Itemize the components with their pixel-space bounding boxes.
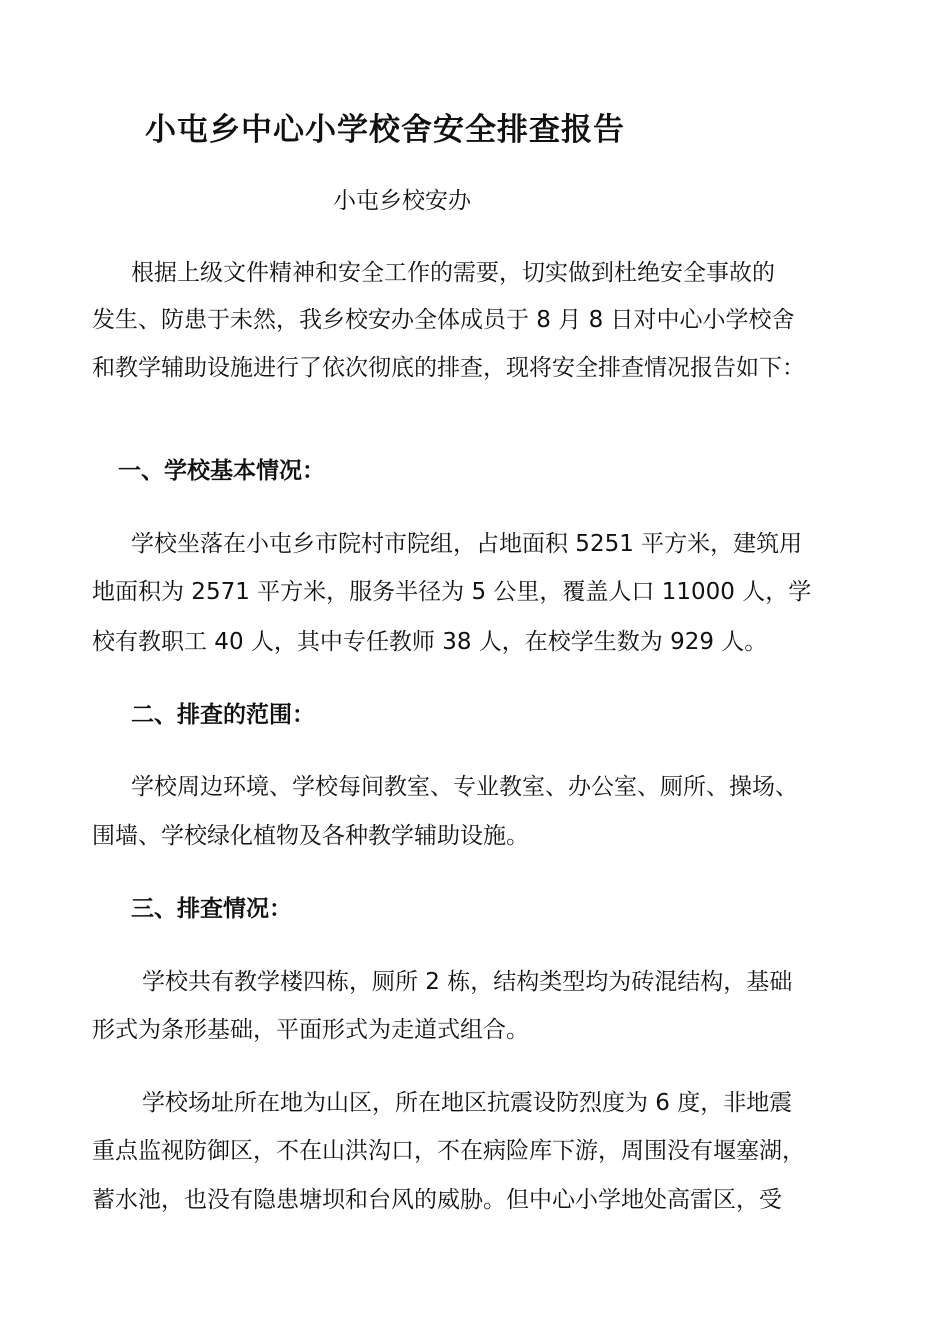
paragraph-line: 形式为条形基础，平面形式为走道式组合。	[92, 1017, 529, 1043]
paragraph-line: 学校周边环境、学校每间教室、专业教室、办公室、厕所、操场、	[131, 774, 798, 800]
section-heading: 三、排查情况：	[131, 896, 292, 922]
section-heading: 一、学校基本情况：	[118, 458, 325, 484]
paragraph-line: 学校共有教学楼四栋，厕所 2 栋，结构类型均为砖混结构，基础	[142, 969, 793, 995]
paragraph-line: 学校坐落在小屯乡市院村市院组，占地面积 5251 平方米，建筑用	[131, 531, 803, 557]
intro-line: 发生、防患于未然，我乡校安办全体成员于 8 月 8 日对中心小学校舍	[92, 307, 795, 333]
section-heading: 二、排查的范围：	[131, 702, 315, 728]
paragraph-line: 重点监视防御区，不在山洪沟口，不在病险库下游，周围没有堰塞湖，	[92, 1138, 805, 1164]
paragraph-line: 学校场址所在地为山区，所在地区抗震设防烈度为 6 度，非地震	[142, 1090, 793, 1116]
paragraph-line: 围墙、学校绿化植物及各种教学辅助设施。	[92, 823, 529, 849]
paragraph-line: 蓄水池，也没有隐患塘坝和台风的威胁。但中心小学地处高雷区，受	[92, 1187, 782, 1213]
document-title: 小屯乡中心小学校舍安全排查报告	[145, 112, 625, 148]
paragraph-line: 校有教职工 40 人，其中专任教师 38 人，在校学生数为 929 人。	[92, 629, 768, 655]
document-author: 小屯乡校安办	[333, 188, 471, 214]
paragraph-line: 地面积为 2571 平方米，服务半径为 5 公里，覆盖人口 11000 人，学	[92, 579, 812, 605]
intro-line: 和教学辅助设施进行了依次彻底的排查，现将安全排查情况报告如下：	[92, 355, 805, 381]
intro-line: 根据上级文件精神和安全工作的需要，切实做到杜绝安全事故的	[131, 260, 775, 286]
